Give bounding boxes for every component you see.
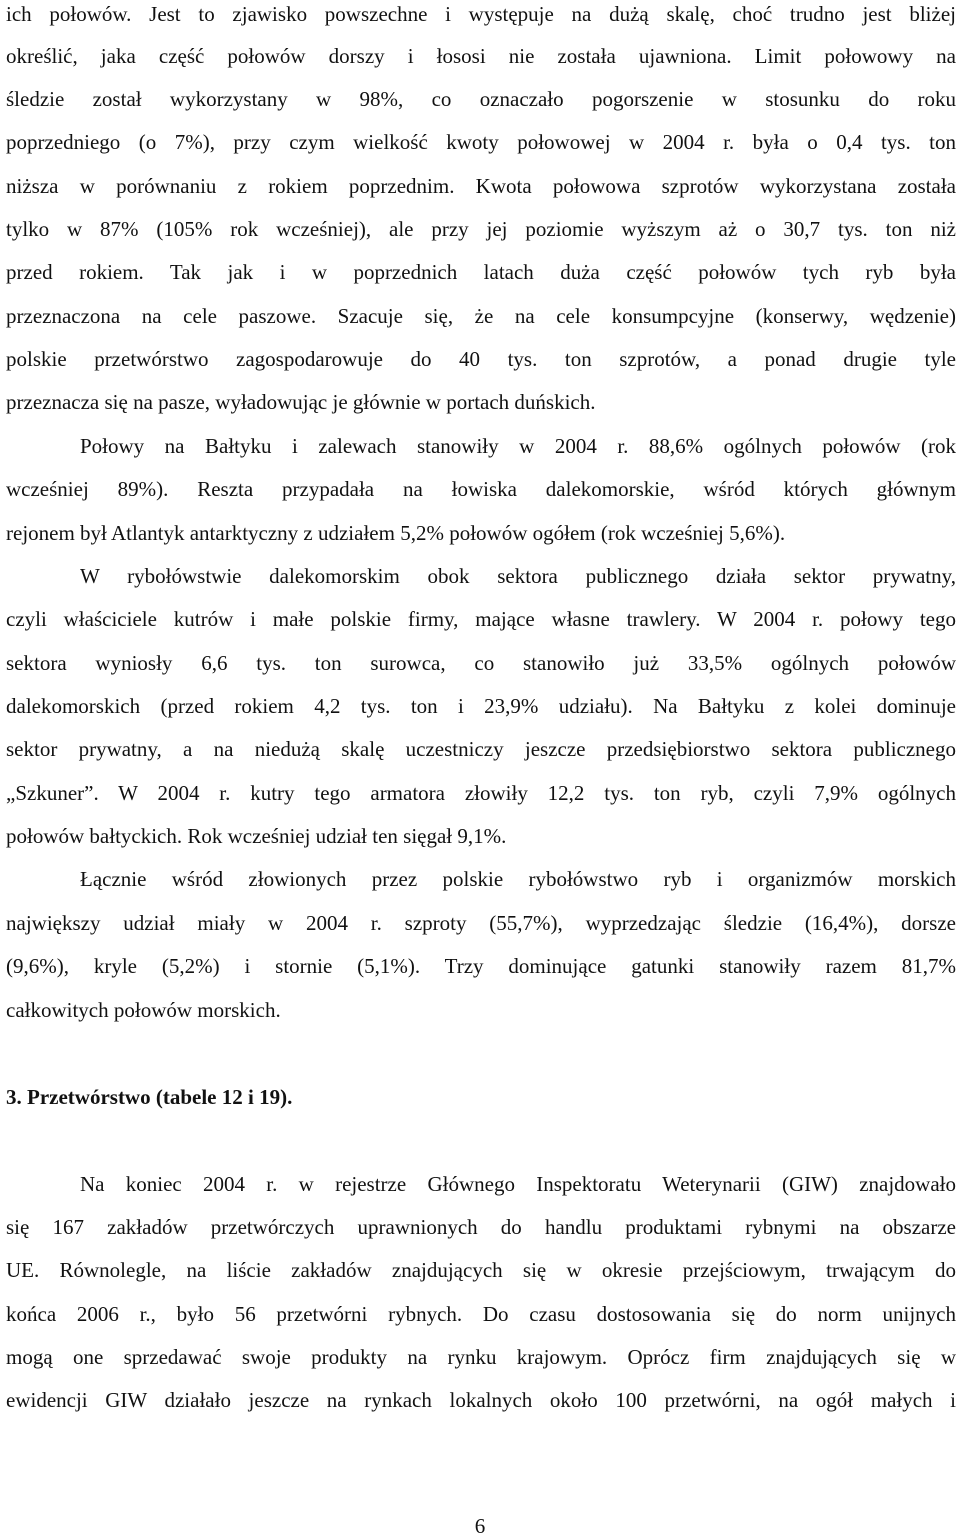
text-line: dalekomorskich (przed rokiem 4,2 tys. ton i 23,9% udziału). Na Bałtyku z kolei dominuje — [6, 694, 956, 718]
text-line: Łącznie wśród złowionych przez polskie rybołówstwo ryb i organizmów morskich — [80, 867, 956, 891]
text-line: poprzedniego (o 7%), przy czym wielkość kwoty połowowej w 2004 r. była o 0,4 tys. ton — [6, 130, 956, 154]
text-line: ewidencji GIW działało jeszcze na rynkach lokalnych około 100 przetwórni, na ogół małych i — [6, 1388, 956, 1412]
text-line: W rybołówstwie dalekomorskim obok sektora publicznego działa sektor prywatny, — [80, 564, 956, 588]
section-heading: 3. Przetwórstwo (tabele 12 i 19). — [6, 1085, 293, 1109]
text-line: (9,6%), kryle (5,2%) i stornie (5,1%). Trzy dominujące gatunki stanowiły razem 81,7% — [6, 954, 956, 978]
text-line: końca 2006 r., było 56 przetwórni rybnych. Do czasu dostosowania się do norm unijnych — [6, 1302, 956, 1326]
text-line: się 167 zakładów przetwórczych uprawnionych do handlu produktami rybnymi na obszarze — [6, 1215, 956, 1239]
text-line: połowów bałtyckich. Rok wcześniej udział ten sięgał 9,1%. — [6, 824, 507, 848]
text-line: największy udział miały w 2004 r. szproty (55,7%), wyprzedzając śledzie (16,4%), dorsze — [6, 911, 956, 935]
text-line: ich połowów. Jest to zjawisko powszechne i występuje na dużą skalę, choć trudno jest bliżej — [6, 2, 956, 26]
text-line: czyli właściciele kutrów i małe polskie firmy, mające własne trawlery. W 2004 r. połowy tego — [6, 607, 956, 631]
text-line: tylko w 87% (105% rok wcześniej), ale przy jej poziomie wyższym aż o 30,7 tys. ton niż — [6, 217, 956, 241]
text-line: sektora wyniosły 6,6 tys. ton surowca, co stanowiło już 33,5% ogólnych połowów — [6, 651, 956, 675]
text-line: sektor prywatny, a na niedużą skalę uczestniczy jeszcze przedsiębiorstwo sektora publicznego — [6, 737, 956, 761]
text-line: przed rokiem. Tak jak i w poprzednich latach duża część połowów tych ryb była — [6, 260, 956, 284]
text-line: „Szkuner”. W 2004 r. kutry tego armatora złowiły 12,2 tys. ton ryb, czyli 7,9% ogólnych — [6, 781, 956, 805]
text-line: Połowy na Bałtyku i zalewach stanowiły w 2004 r. 88,6% ogólnych połowów (rok — [80, 434, 956, 458]
text-line: określić, jaka część połowów dorszy i łososi nie została ujawniona. Limit połowowy na — [6, 44, 956, 68]
text-line: śledzie został wykorzystany w 98%, co oznaczało pogorszenie w stosunku do roku — [6, 87, 956, 111]
text-line: Na koniec 2004 r. w rejestrze Głównego Inspektoratu Weterynarii (GIW) znajdowało — [80, 1172, 956, 1196]
text-line: mogą one sprzedawać swoje produkty na rynku krajowym. Oprócz firm znajdujących się w — [6, 1345, 956, 1369]
text-line: przeznacza się na pasze, wyładowując je głównie w portach duńskich. — [6, 390, 596, 414]
text-line: niższa w porównaniu z rokiem poprzednim. Kwota połowowa szprotów wykorzystana została — [6, 174, 956, 198]
text-line: wcześniej 89%). Reszta przypadała na łowiska dalekomorskie, wśród których głównym — [6, 477, 956, 501]
page-number: 6 — [474, 1514, 486, 1538]
text-line: polskie przetwórstwo zagospodarowuje do 40 tys. ton szprotów, a ponad drugie tyle — [6, 347, 956, 371]
text-line: całkowitych połowów morskich. — [6, 998, 281, 1022]
text-line: UE. Równolegle, na liście zakładów znajdujących się w okresie przejściowym, trwającym do — [6, 1258, 956, 1282]
text-line: przeznaczona na cele paszowe. Szacuje się, że na cele konsumpcyjne (konserwy, wędzenie) — [6, 304, 956, 328]
text-line: rejonem był Atlantyk antarktyczny z udziałem 5,2% połowów ogółem (rok wcześniej 5,6%). — [6, 521, 786, 545]
